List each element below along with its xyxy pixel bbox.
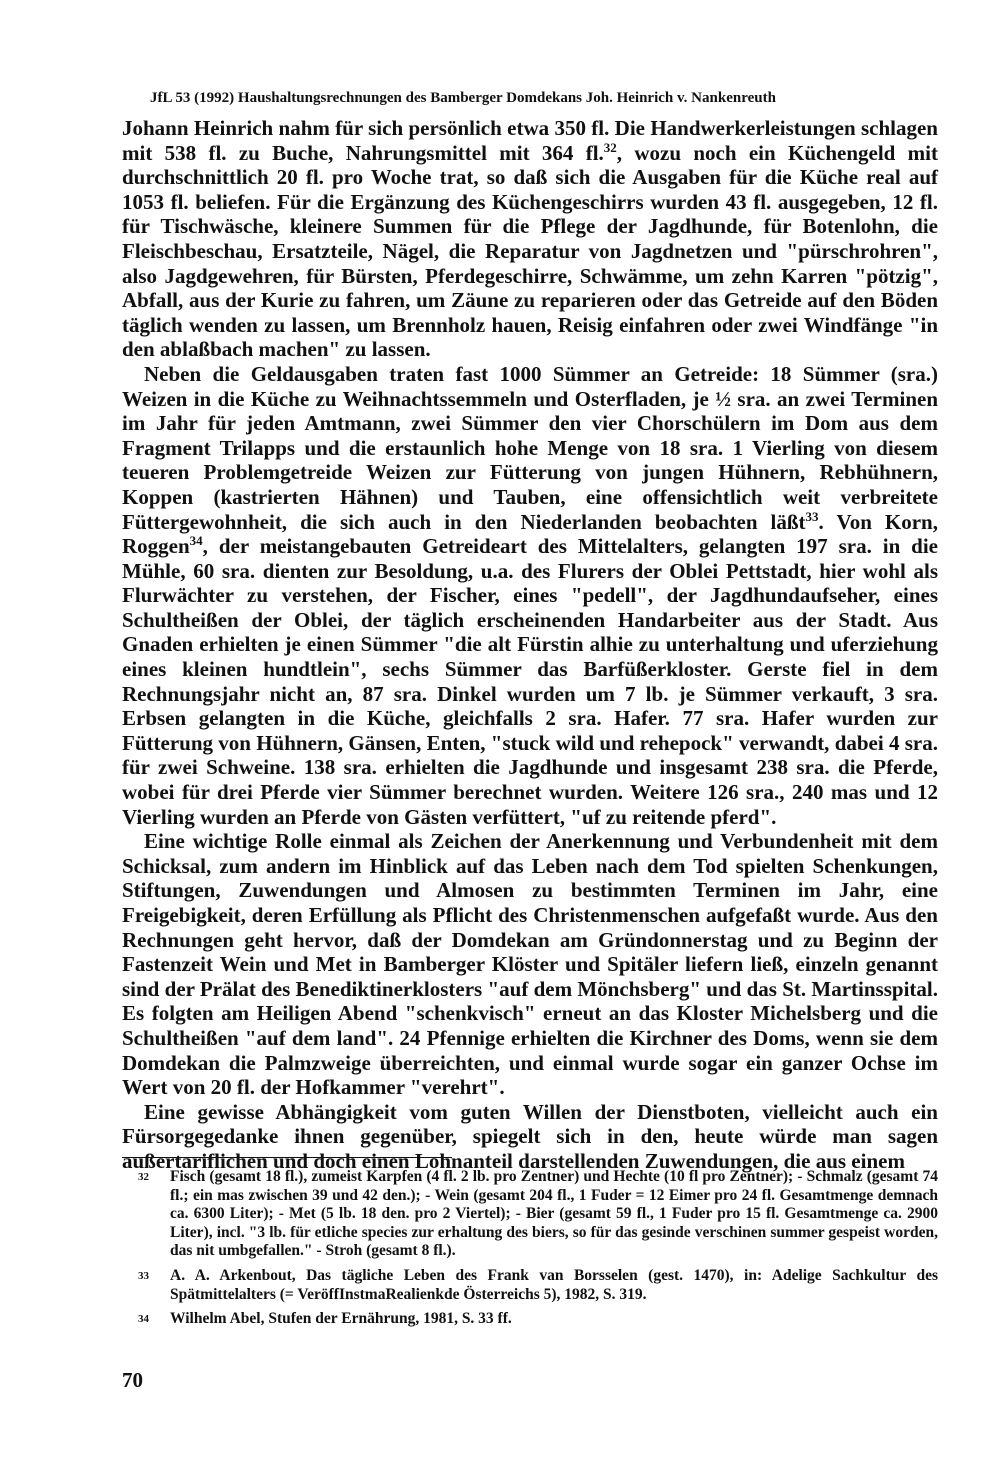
paragraph-text: , der meistangebauten Getreideart des Mittelalters, gelangten 197 sra. in die Mühle, 60 sra. dienten zur Besoldung, u.a. des Flurers der Oblei Pettstadt, hier wohl als Flurwächter zu verstehen, der Fischer, eines "pedell", der Jagdhundaufseher, eines Schultheißen der Oblei, der täglich erscheinenden Handarbeiter aus der Stadt. Aus Gnaden erhielten je einen Sümmer "die alt Fürstin alhie zu unterhaltung und uferziehung eines kleinen hundtlein", sechs Sümmer das Barfüßerkloster. Gerste fiel in dem Rechnungsjahr nicht an, 87 sra. Dinkel wurden um 7 lb. je Sümmer verkauft, 3 sra. Erbsen gelangten in die Küche, gleichfalls 2 sra. Hafer. 77 sra. Hafer wurden zur Fütterung von Hühnern, Gänsen, Enten, "stuck wild und rehepock" verwandt, dabei 4 sra. für zwei Schweine. 138 sra. erhielten die Jagdhunde und insgesamt 238 sra. die Pferde, wobei für drei Pferde vier Sümmer berechnet wurden. Weitere 126 sra., 240 mas und 12 Vierling wurden an Pferde von Gästen verfüttert, "uf zu reitende pferd".	[122, 534, 938, 829]
footnote-reference[interactable]: 34	[189, 533, 203, 549]
footnote	[122, 1310, 938, 1329]
paragraph-text: . Von Korn, Roggen	[122, 509, 938, 559]
body-paragraph	[122, 362, 938, 829]
page-number: 70	[122, 1368, 143, 1392]
paragraph-text: , wozu noch ein Küchengeld mit durchschnittlich 20 fl. pro Woche trat, so daß sich die Ausgaben für die Küche real auf 1053 fl. beliefen. Für die Ergänzung des Küchengeschirrs wurden 43 fl. ausgegeben, 12 fl. für Tischwäsche, kleinere Summen für die Pflege der Jagdhunde, für Botenlohn, die Fleischbeschau, Ersatzteile, Nägel, die Reparatur von Jagdnetzen und "pürschrohren", also Jagdgewehren, für Bürsten, Pferdegeschirre, Schwämme, um zehn Karren "pötzig", Abfall, aus der Kurie zu fahren, um Zäune zu reparieren oder das Getreide auf den Böden täglich wenden zu lassen, um Brennholz hauen, Reisig einfahren oder zwei Windfänge "in den ablaßbach machen" zu lassen.	[122, 140, 938, 362]
footnote	[122, 1267, 938, 1304]
paragraph-text: Eine wichtige Rolle einmal als Zeichen der Anerkennung und Verbundenheit mit dem Schicksal, zum andern im Hinblick auf das Leben nach dem Tod spielten Schenkungen, Stiftungen, Zuwendungen und Almosen zu bestimmten Terminen im Jahr, eine Freigebigkeit, deren Erfüllung als Pflicht des Christenmenschen aufgefaßt wurde. Aus den Rechnungen geht hervor, daß der Domdekan am Gründonnerstag und zu Beginn der Fastenzeit Wein und Met in Bamberger Klöster und Spitäler liefern ließ, einzeln genannt sind der Prälat des Benediktinerklosters "auf dem Mönchsberg" und das St. Martinsspital. Es folgten am Heiligen Abend "schenkvisch" erneut an das Kloster Michelsberg und die Schultheißen "auf dem land". 24 Pfennige erhielten die Kirchner des Doms, wenn sie dem Domdekan die Palmzweige überreichten, und einmal wurde sogar ein ganzer Ochse im Wert von 20 fl. der Hofkammer "verehrt".	[122, 829, 938, 1100]
footnote-separator	[122, 1157, 452, 1158]
running-head: JfL 53 (1992) Haushaltungsrechnungen des Bamberger Domdekans Joh. Heinrich v. Nankenreuth	[150, 90, 776, 106]
footnote-reference[interactable]: 32	[603, 139, 617, 155]
paragraph-text: Eine gewisse Abhängigkeit vom guten Willen der Dienstboten, vielleicht auch ein Fürsorgegedanke ihnen gegenüber, spiegelt sich in den, heute würde man sagen außertariflichen und doch einen Lohnanteil darstellenden Zuwendungen, die aus einem	[122, 1099, 938, 1173]
footnote-reference[interactable]: 33	[805, 508, 819, 524]
footnote-text: Fisch (gesamt 18 fl.), zumeist Karpfen (4 fl. 2 lb. pro Zentner) und Hechte (10 fl pro Zentner); - Schmalz (gesamt 74 fl.; ein mas zwischen 39 und 42 den.); - Wein (gesamt 204 fl., 1 Fuder = 12 Eimer pro 24 fl. Gesamtmenge demnach ca. 6300 Liter); - Met (5 lb. 18 den. pro 2 Viertel); - Bier (gesamt 59 fl., 1 Fuder pro 15 fl. Gesamtmenge ca. 2900 Liter), incl. "3 lb. für etliche species zur erhaltung des biers, so für das gesinde verschinen summer gespeist worden, das nit umbgefallen." - Stroh (gesamt 8 fl.).	[170, 1168, 938, 1260]
footnote-text: Wilhelm Abel, Stufen der Ernährung, 1981, S. 33 ff.	[170, 1310, 512, 1328]
footnote-number: 33	[138, 1269, 149, 1282]
paragraph-text: Neben die Geldausgaben traten fast 1000 Sümmer an Getreide: 18 Sümmer (sra.) Weizen in die Küche zu Weihnachtssemmeln und Osterfladen, je ½ sra. an zwei Terminen im Jahr für jeden Amtmann, zwei Sümmer den vier Chorschülern im Dom aus dem Fragment Trilapps und die erstaunlich hohe Menge von 18 sra. 1 Vierling von diesem teueren Problemgetreide Weizen zur Fütterung von jungen Hühnern, Rebhühnern, Koppen (kastrierten Hähnen) und Tauben, eine offensichtlich weit verbreitete Füttergewohnheit, die sich auch in den Niederlanden beobachten läßt	[122, 361, 938, 534]
body-paragraph	[122, 1100, 938, 1174]
footnote-number: 34	[138, 1313, 149, 1326]
footnote-number: 32	[138, 1171, 149, 1183]
body-paragraph	[122, 829, 938, 1100]
footnotes	[122, 1168, 938, 1335]
footnote-text: A. A. Arkenbout, Das tägliche Leben des Frank van Borsselen (gest. 1470), in: Adelige Sachkultur des Spätmittelalters (= VeröffInstmaRealienkde Österreichs 5), 1982, S. 319.	[170, 1266, 938, 1303]
footnote	[122, 1168, 938, 1261]
body-text	[122, 116, 938, 1174]
paragraph-text: Johann Heinrich nahm für sich persönlich etwa 350 fl. Die Handwerkerleistungen schlagen mit 538 fl. zu Buche, Nahrungsmittel mit 364 fl.	[122, 116, 938, 165]
body-paragraph	[122, 116, 938, 362]
